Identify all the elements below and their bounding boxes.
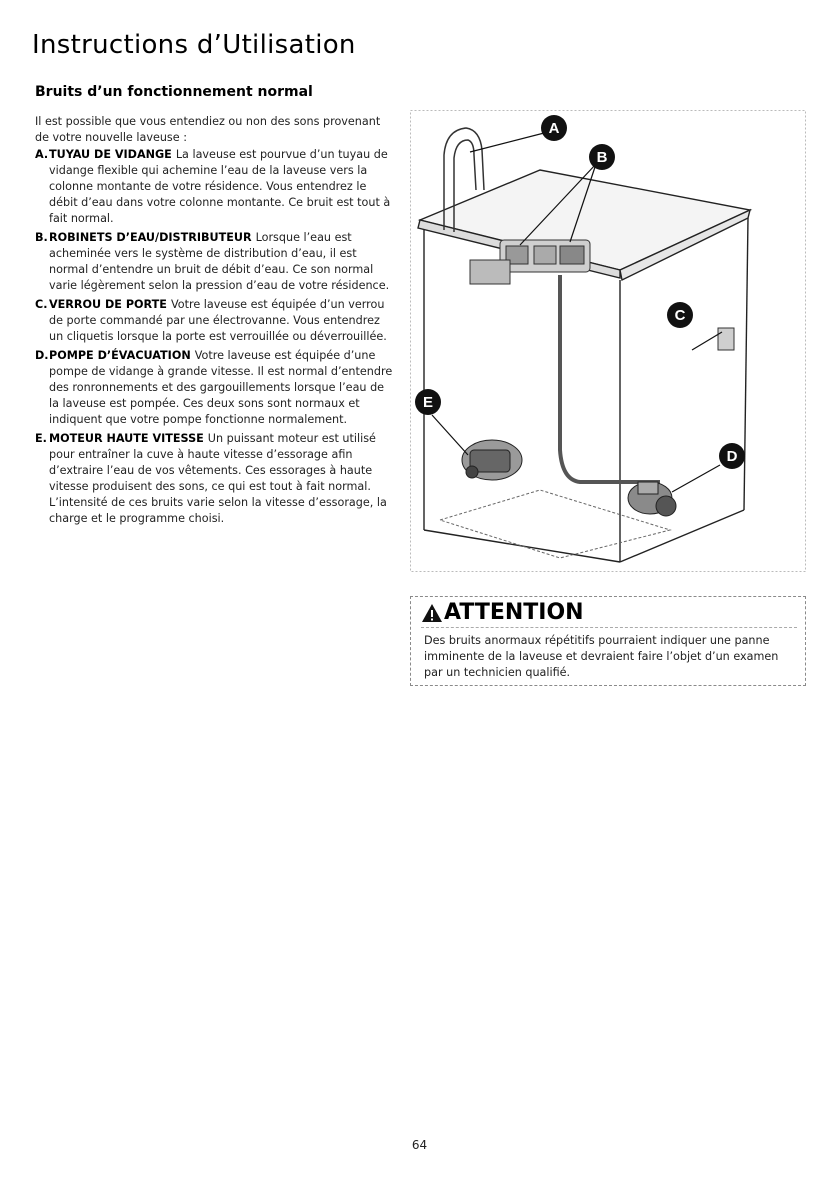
callout-e [415, 389, 441, 415]
washer-illustration [410, 110, 806, 572]
water-valves [470, 240, 590, 284]
noise-item-e [35, 431, 397, 527]
drain-pump [628, 482, 676, 516]
noise-list [35, 147, 397, 530]
callout-b [589, 144, 615, 170]
item-letter: A. [35, 148, 49, 161]
caution-divider [421, 627, 797, 628]
page-title: Instructions d’Utilisation [32, 30, 356, 60]
callout-c [667, 302, 693, 328]
item-text: Un puissant moteur est utilisé pour entraîner la cuve à haute vitesse d’essorage afin d’extraire l’eau de vos vêtements. Ces essorages à haute vitesse produisent des sons, ce qui est tout à fait normal. L’intensité de ces bruits varie selon la vitesse d’essorage, la charge et le programme choisi. [49, 432, 387, 525]
item-letter: E. [35, 432, 47, 445]
item-title: TUYAU DE VIDANGE [49, 148, 172, 161]
svg-text:A: A [548, 120, 560, 137]
svg-text:E: E [422, 394, 434, 411]
item-letter: D. [35, 349, 49, 362]
washer-diagram [410, 110, 806, 572]
item-text: Votre laveuse est équipée d’un verrou de porte commandé par une électrovanne. Vous entendrez un cliquetis lorsque la porte est verrouillée ou déverrouillée. [49, 298, 387, 343]
caution-heading [421, 600, 584, 625]
noise-item-a [35, 147, 397, 227]
item-title: POMPE D’ÉVACUATION [49, 349, 191, 362]
item-title: VERROU DE PORTE [49, 298, 167, 311]
noise-item-c [35, 297, 397, 345]
inner-hose [560, 275, 660, 482]
item-text: Votre laveuse est équipée d’une pompe de vidange à grande vitesse. Il est normal d’entendre des ronronnements et des gargouillements lorsque l’eau de la laveuse est pompée. Ces deux sons sont normaux et indiquent que votre pompe fonctionne normalement. [49, 349, 393, 426]
caution-text: Des bruits anormaux répétitifs pourraient indiquer une panne imminente de la laveuse et devraient faire l’objet d’un examen par un technicien qualifié. [424, 634, 779, 679]
caution-title: ATTENTION [444, 600, 584, 625]
callout-d [719, 443, 745, 469]
section-heading: Bruits d’un fonctionnement normal [35, 84, 313, 100]
item-title: ROBINETS D’EAU/DISTRIBUTEUR [49, 231, 252, 244]
noise-item-b [35, 230, 397, 294]
svg-text:C: C [674, 307, 686, 324]
motor [462, 440, 522, 480]
svg-text:B: B [596, 149, 608, 166]
item-text: Lorsque l’eau est acheminée vers le système de distribution d’eau, il est normal d’entendre un bruit de débit d’eau. Ce son normal varie légèrement selon la pression d’eau de votre résidence. [49, 231, 390, 292]
item-letter: C. [35, 298, 48, 311]
item-text: La laveuse est pourvue d’un tuyau de vidange flexible qui achemine l’eau de la laveuse vers la colonne montante de votre résidence. Vous entendrez le débit d’eau dans votre colonne montante. Ce bruit est tout à fait normal. [49, 148, 391, 225]
item-title: MOTEUR HAUTE VITESSE [49, 432, 204, 445]
svg-text:D: D [726, 448, 738, 465]
door-lock [718, 328, 734, 350]
warning-triangle-icon [421, 603, 443, 623]
item-letter: B. [35, 231, 48, 244]
page-number: 64 [411, 1138, 428, 1152]
callout-a [541, 115, 567, 141]
noise-item-d [35, 348, 397, 428]
caution-box [410, 596, 806, 686]
intro-paragraph: Il est possible que vous entendiez ou non des sons provenant de votre nouvelle laveuse : [35, 115, 381, 144]
